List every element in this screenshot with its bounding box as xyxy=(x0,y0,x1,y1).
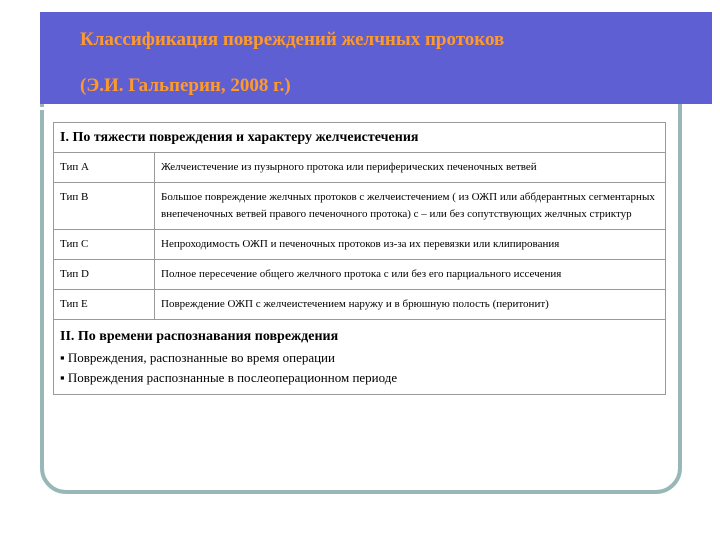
type-cell: Тип В xyxy=(54,183,155,230)
description-cell: Большое повреждение желчных протоков с желчеистечением ( из ОЖП или аббдерантных сегментарных внепеченочных ветвей правого печеночного протока) с – или без сопутствующих желчных стриктур xyxy=(155,183,666,230)
title-band-notch xyxy=(0,12,40,104)
list-item: ▪ Повреждения, распознанные во время операции xyxy=(60,350,335,365)
description-cell: Полное пересечение общего желчного протока с или без его парциального иссечения xyxy=(155,260,666,290)
type-cell: Тип С xyxy=(54,230,155,260)
classification-table xyxy=(53,122,666,395)
type-cell: Тип Е xyxy=(54,290,155,320)
list-item: ▪ Повреждения распознанные в послеоперационном периоде xyxy=(60,370,398,385)
table-row xyxy=(54,183,666,230)
type-cell: Тип А xyxy=(54,153,155,183)
description-cell: Желчеистечение из пузырного протока или периферических печеночных ветвей xyxy=(155,153,666,183)
list-item-text: Повреждения распознанные в послеоперационном периоде xyxy=(67,370,398,385)
description-cell: Повреждение ОЖП с желчеистечением наружу и в брюшную полость (перитонит) xyxy=(155,290,666,320)
section1-heading: I. По тяжести повреждения и характеру желчеистечения xyxy=(54,123,666,153)
slide-title: Классификация повреждений желчных протоков xyxy=(80,29,505,50)
table-row xyxy=(54,290,666,320)
slide-subtitle: (Э.И. Гальперин, 2008 г.) xyxy=(80,75,291,96)
classification-content xyxy=(53,122,666,395)
title-underline xyxy=(0,107,636,110)
table-row xyxy=(54,260,666,290)
section2-heading: II. По времени распознавания повреждения xyxy=(60,329,339,344)
table-row xyxy=(54,230,666,260)
list-item-text: Повреждения, распознанные во время операции xyxy=(67,350,335,365)
type-cell: Тип D xyxy=(54,260,155,290)
table-row xyxy=(54,153,666,183)
description-cell: Непроходимость ОЖП и печеночных протоков из-за их перевязки или клипирования xyxy=(155,230,666,260)
section2-block xyxy=(54,320,666,395)
